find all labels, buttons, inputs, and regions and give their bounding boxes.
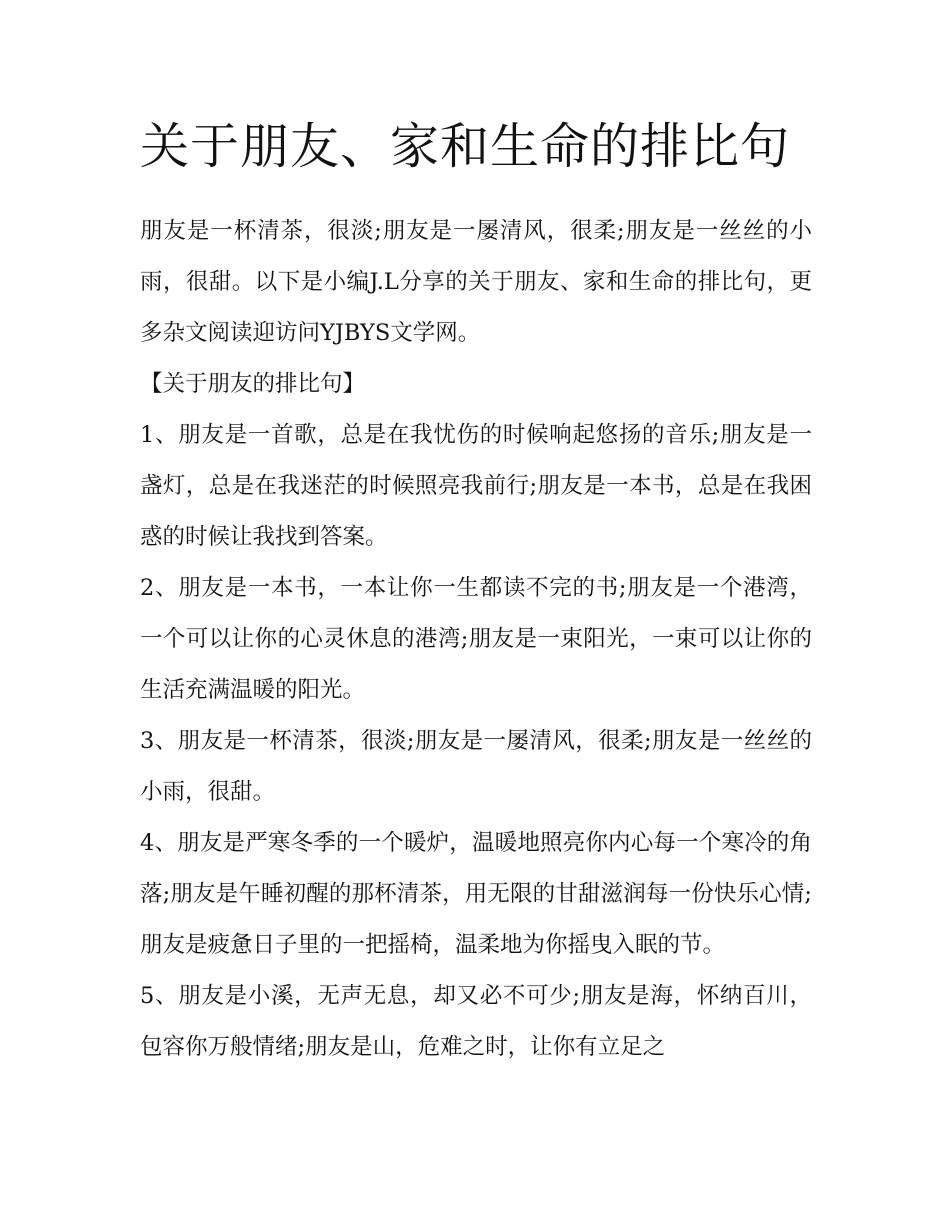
list-item-5: 5、朋友是小溪，无声无息，却又必不可少;朋友是海，怀纳百川，包容你万般情绪;朋友是山，危难之时，让你有立足之 (140, 983, 812, 1060)
list-item-2: 2、朋友是一本书，一本让你一生都读不完的书;朋友是一个港湾，一个可以让你的心灵休息的港湾;朋友是一束阳光，一束可以让你的生活充满温暖的阳光。 (140, 575, 812, 703)
document-page (140, 110, 812, 1073)
intro-paragraph: 朋友是一杯清茶，很淡;朋友是一屡清风，很柔;朋友是一丝丝的小雨，很甜。以下是小编J.L分享的关于朋友、家和生命的排比句，更多杂文阅读迎访问YJBYS文学网。 (140, 218, 812, 346)
list-item-3: 3、朋友是一杯清茶，很淡;朋友是一屡清风，很柔;朋友是一丝丝的小雨，很甜。 (140, 728, 812, 805)
section-heading: 【关于朋友的排比句】 (140, 371, 366, 397)
document-title: 关于朋友、家和生命的排比句 (140, 118, 791, 175)
list-item-1: 1、朋友是一首歌，总是在我忧伤的时候响起悠扬的音乐;朋友是一盏灯，总是在我迷茫的时候照亮我前行;朋友是一本书，总是在我困惑的时候让我找到答案。 (140, 422, 812, 550)
list-item-4: 4、朋友是严寒冬季的一个暖炉，温暖地照亮你内心每一个寒冷的角落;朋友是午睡初醒的那杯清茶，用无限的甘甜滋润每一份快乐心情;朋友是疲惫日子里的一把摇椅，温柔地为你摇曳入眠的节。 (140, 830, 812, 958)
